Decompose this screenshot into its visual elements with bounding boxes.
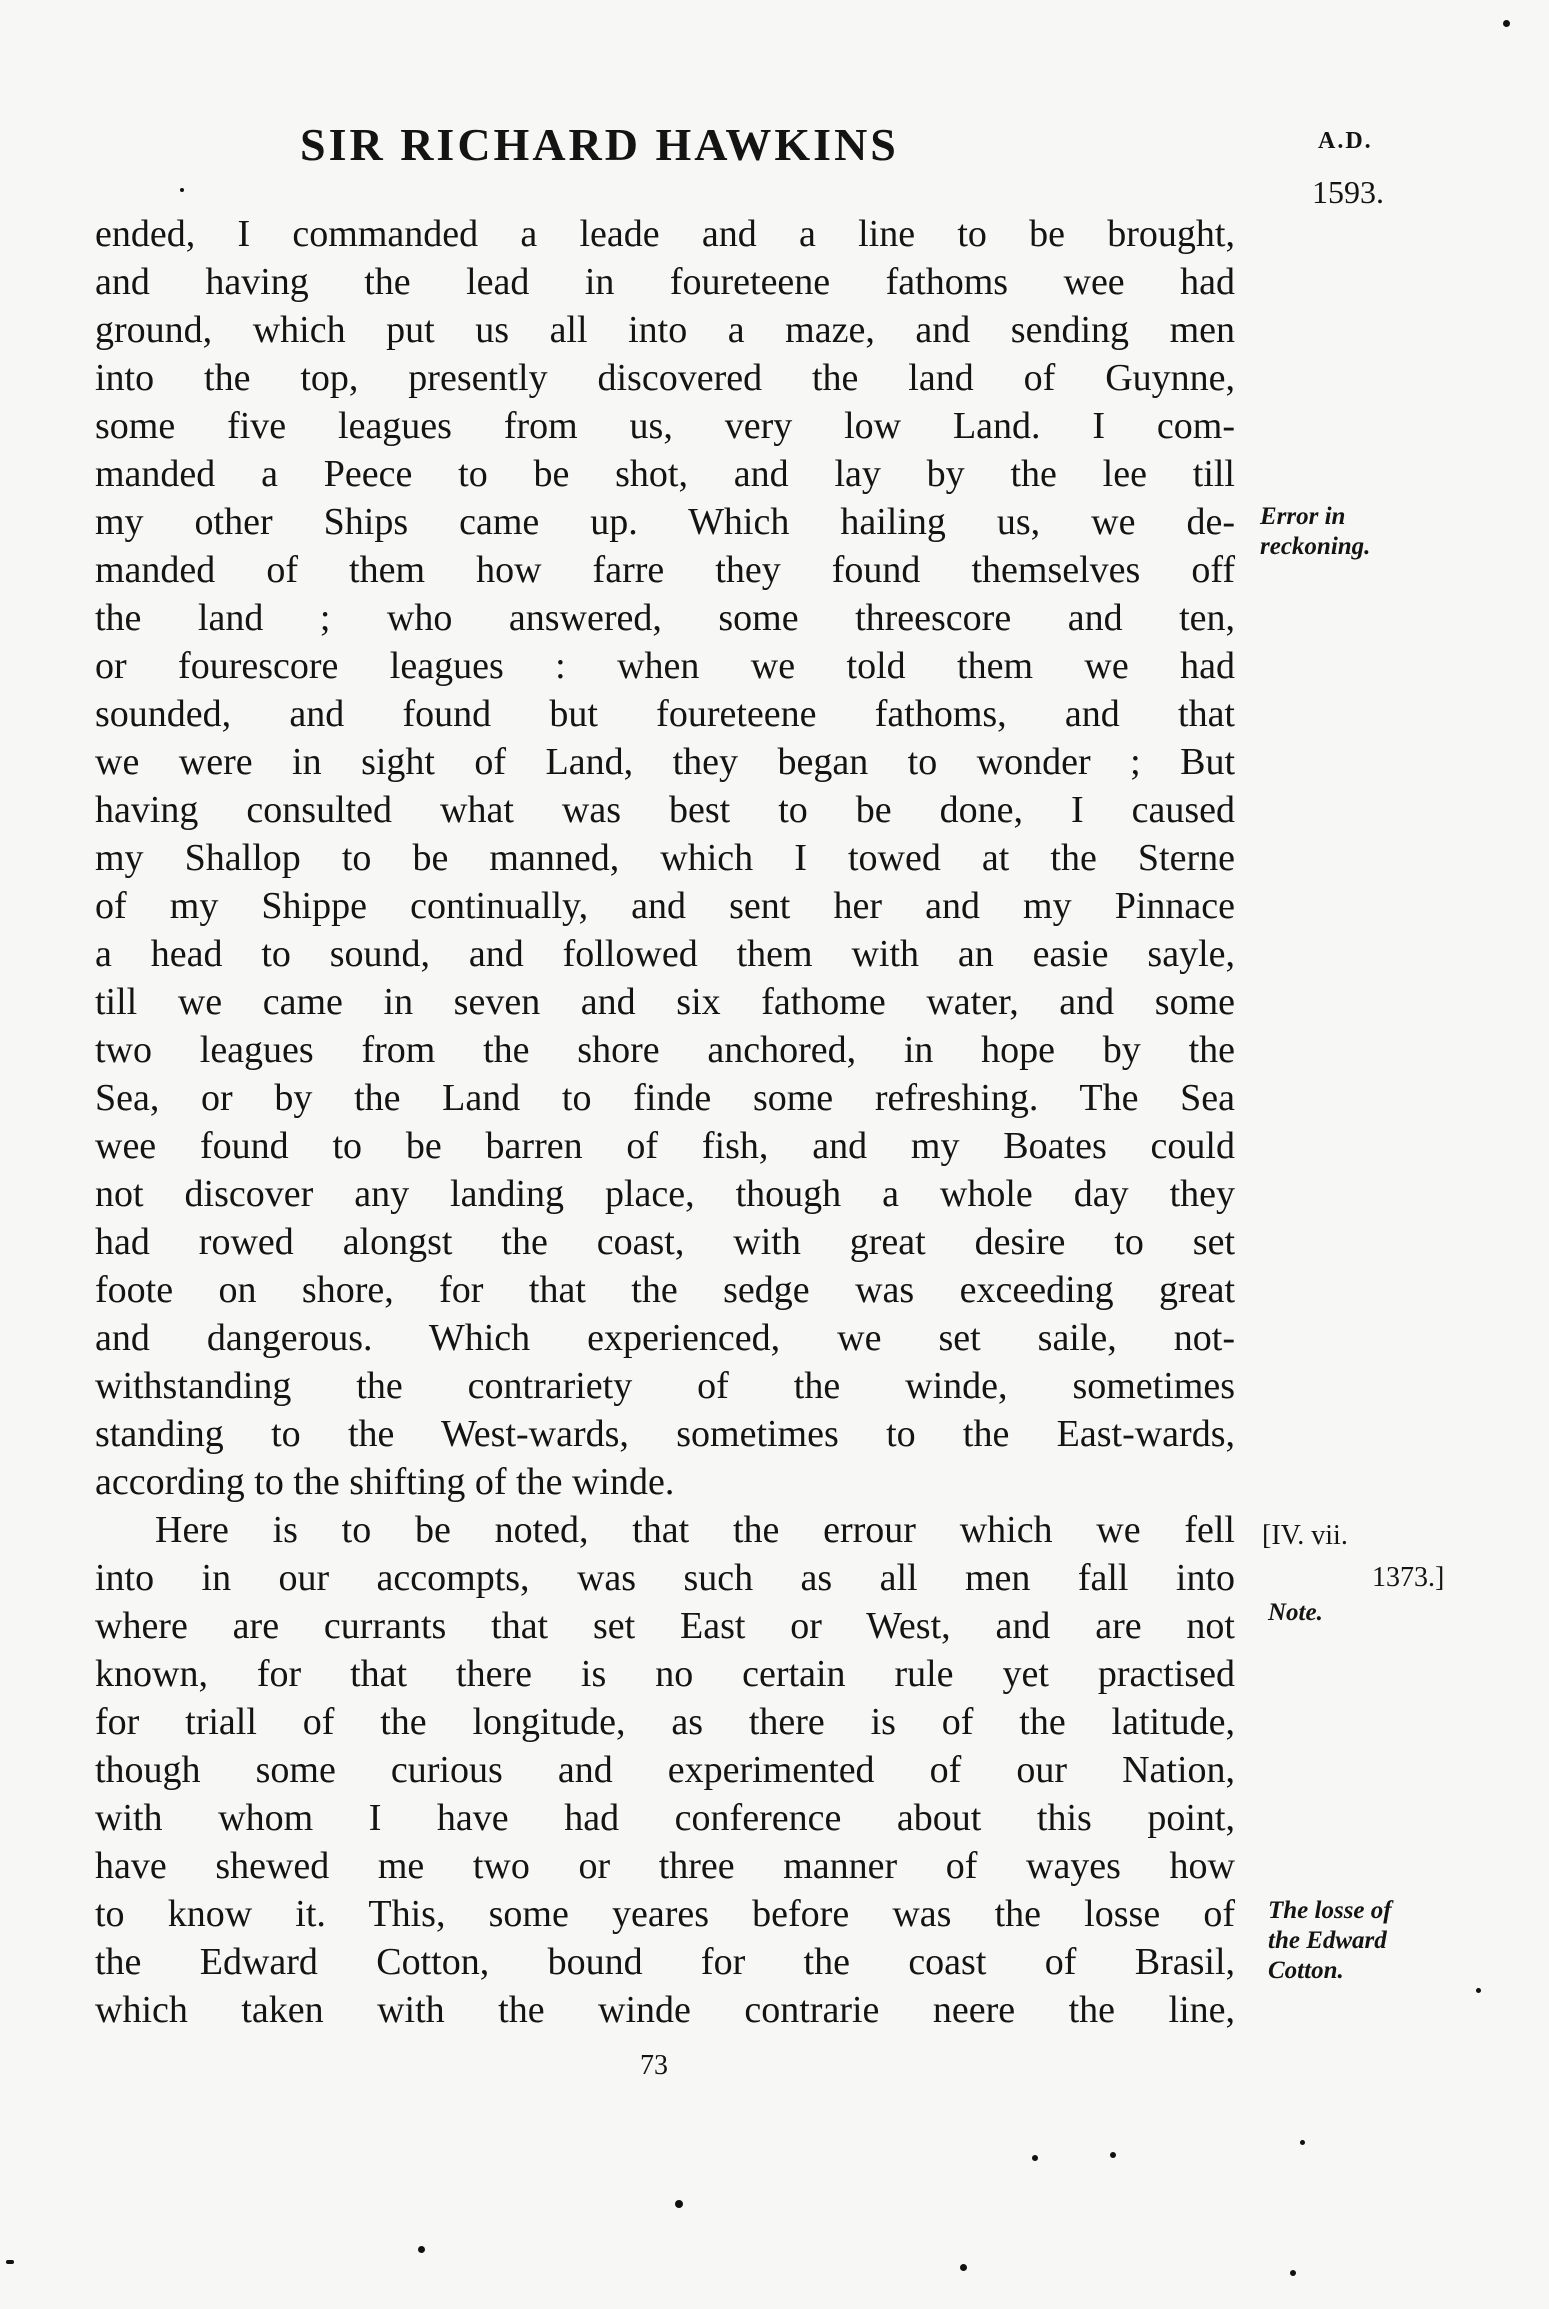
body-line: which taken with the winde contrarie neere the line,: [95, 1989, 1235, 2031]
body-line: and dangerous. Which experienced, we set saile, not-: [95, 1317, 1235, 1359]
scan-speck: [1032, 2155, 1038, 2161]
body-line: my Shallop to be manned, which I towed at the Sterne: [95, 837, 1235, 879]
body-line: Sea, or by the Land to finde some refreshing. The Sea: [95, 1077, 1235, 1119]
body-line: into in our accompts, was such as all men fall into: [95, 1557, 1235, 1599]
body-line: a head to sound, and followed them with an easie sayle,: [95, 933, 1235, 975]
body-line: had rowed alongst the coast, with great desire to set: [95, 1221, 1235, 1263]
body-line: ground, which put us all into a maze, and sending men: [95, 309, 1235, 351]
sidenote-line: Cotton.: [1268, 1957, 1344, 1984]
sidenote-losse-of-edward-cotton: [1268, 1896, 1392, 1986]
body-line: not discover any landing place, though a whole day they: [95, 1173, 1235, 1215]
scan-speck: [418, 2246, 425, 2253]
body-line: withstanding the contrariety of the winde, sometimes: [95, 1365, 1235, 1407]
sidenote-line: the Edward: [1268, 1927, 1387, 1954]
body-line: known, for that there is no certain rule yet practised: [95, 1653, 1235, 1695]
body-line: into the top, presently discovered the land of Guynne,: [95, 357, 1235, 399]
body-line: manded a Peece to be shot, and lay by the lee till: [95, 453, 1235, 495]
body-line: ended, I commanded a leade and a line to be brought,: [95, 213, 1235, 255]
scan-speck: [6, 2260, 14, 2264]
body-line: manded of them how farre they found themselves off: [95, 549, 1235, 591]
body-line: the Edward Cotton, bound for the coast of Brasil,: [95, 1941, 1235, 1983]
body-line: two leagues from the shore anchored, in hope by the: [95, 1029, 1235, 1071]
body-line: have shewed me two or three manner of wayes how: [95, 1845, 1235, 1887]
year-value: 1593.: [1312, 174, 1384, 210]
body-line: till we came in seven and six fathome water, and some: [95, 981, 1235, 1023]
scan-speck: [1110, 2152, 1116, 2158]
body-line: some five leagues from us, very low Land. I com-: [95, 405, 1235, 447]
running-head: SIR RICHARD HAWKINS: [300, 119, 899, 170]
body-line: and having the lead in foureteene fathoms wee had: [95, 261, 1235, 303]
scan-speck: [1290, 2270, 1296, 2276]
body-line: foote on shore, for that the sedge was exceeding great: [95, 1269, 1235, 1311]
scan-speck: [180, 188, 184, 192]
scan-speck: [1300, 2140, 1305, 2145]
body-line: for triall of the longitude, as there is of the latitude,: [95, 1701, 1235, 1743]
sidenote-note: Note.: [1268, 1599, 1323, 1626]
body-line: of my Shippe continually, and sent her and my Pinnace: [95, 885, 1235, 927]
volume-reference-start: [IV. vii.: [1262, 1520, 1348, 1551]
page-number: 73: [640, 2050, 668, 2081]
body-line: according to the shifting of the winde.: [95, 1461, 675, 1503]
scan-speck: [1503, 20, 1510, 27]
scan-speck: [675, 2200, 683, 2208]
body-line: we were in sight of Land, they began to wonder ; But: [95, 741, 1235, 783]
sidenote-error-in-reckoning: [1260, 502, 1370, 562]
body-line: wee found to be barren of fish, and my Boates could: [95, 1125, 1235, 1167]
sidenote-line: The losse of: [1268, 1897, 1392, 1924]
body-line: having consulted what was best to be done, I caused: [95, 789, 1235, 831]
sidenote-line: reckoning.: [1260, 533, 1371, 560]
body-text: [95, 210, 1235, 2034]
sidenote-line: Error in: [1260, 503, 1346, 530]
scan-speck: [960, 2264, 967, 2271]
body-line: Here is to be noted, that the errour which we fell: [155, 1509, 1235, 1551]
body-line: to know it. This, some yeares before was the losse of: [95, 1893, 1235, 1935]
year-label: A.D.: [1318, 128, 1373, 154]
body-line: sounded, and found but foureteene fathoms, and that: [95, 693, 1235, 735]
body-line: or fourescore leagues : when we told them we had: [95, 645, 1235, 687]
scan-speck: [1476, 1988, 1481, 1993]
volume-reference-end: 1373.]: [1372, 1562, 1445, 1593]
body-line: though some curious and experimented of our Nation,: [95, 1749, 1235, 1791]
body-line: the land ; who answered, some threescore and ten,: [95, 597, 1235, 639]
body-line: my other Ships came up. Which hailing us, we de-: [95, 501, 1235, 543]
body-line: standing to the West-wards, sometimes to the East-wards,: [95, 1413, 1235, 1455]
body-line: with whom I have had conference about this point,: [95, 1797, 1235, 1839]
body-line: where are currants that set East or West, and are not: [95, 1605, 1235, 1647]
